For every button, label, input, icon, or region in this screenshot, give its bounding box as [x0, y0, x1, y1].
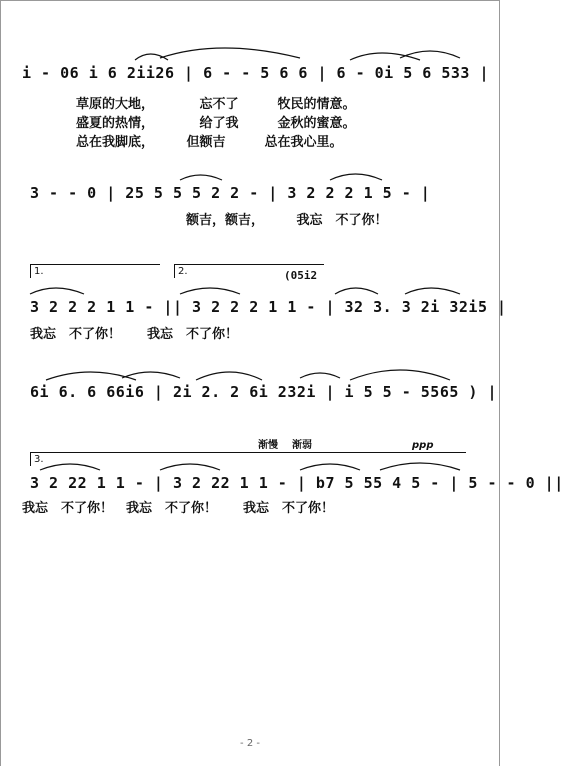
slur: [350, 370, 450, 380]
system-2-lyric: 额吉，额吉， 我忘 不了你！: [186, 213, 388, 228]
tempo-mark-diminuendo: 渐弱: [292, 440, 312, 451]
system-3-lyric: 我忘 不了你！ 我忘 不了你！: [30, 327, 239, 342]
ending-3-bracket: [30, 452, 466, 453]
slur: [335, 288, 378, 294]
ending-2-bracket: [174, 264, 324, 265]
ending-1-bracket-left: [30, 264, 31, 278]
ending-3-bracket-left: [30, 452, 31, 466]
slur: [380, 463, 460, 470]
slur: [122, 372, 180, 378]
slur: [135, 54, 168, 60]
slur: [300, 373, 340, 378]
slur: [180, 175, 222, 180]
ending-2-bracket-left: [174, 264, 175, 278]
system-1-lyric-verse-2: 盛夏的热情， 给了我 金秋的蜜意。: [76, 116, 356, 131]
system-5-notes: 3 2 22 1 1 - | 3 2 22 1 1 - | b7 5 55 4 5 - | 5 - - 0 ||: [30, 474, 564, 492]
page-frame-right: [499, 0, 500, 766]
pickup-notes: (05i2: [284, 269, 318, 282]
slur: [40, 464, 100, 470]
system-1-lyric-verse-1: 草原的大地， 忘不了 牧民的情意。: [76, 97, 356, 112]
system-1-notes: i - 06 i 6 2ii26 | 6 - - 5 6 6 | 6 - 0i 5 6 533 |: [22, 64, 490, 82]
ending-3-label: 3.: [34, 454, 44, 465]
slur: [196, 372, 262, 380]
slur: [160, 464, 220, 470]
slur: [180, 288, 240, 294]
page-frame-top: [0, 0, 500, 1]
ending-1-bracket: [30, 264, 160, 265]
page-frame-left: [0, 0, 1, 766]
ending-1-label: 1.: [34, 266, 44, 277]
dynamic-marking: ppp: [412, 440, 434, 451]
system-3-notes: 3 2 2 2 1 1 - || 3 2 2 2 1 1 - | 32 3. 3 2i 32i5 |: [30, 298, 507, 316]
slur: [30, 288, 84, 294]
slur: [405, 288, 460, 294]
system-5-lyric: 我忘 不了你！ 我忘 不了你！ 我忘 不了你！: [22, 501, 335, 516]
slur: [300, 464, 360, 470]
slur: [46, 372, 136, 380]
slur: [160, 48, 300, 58]
system-2-notes: 3 - - 0 | 25 5 5 5 2 2 - | 3 2 2 2 1 5 - |: [30, 184, 431, 202]
slur: [400, 51, 460, 58]
system-1-lyric-verse-3: 总在我脚底， 但额吉 总在我心里。: [76, 135, 343, 150]
system-4-notes: 6i 6. 6 66i6 | 2i 2. 2 6i 232i | i 5 5 - 5565 ) |: [30, 383, 498, 401]
slur: [330, 174, 382, 180]
slur: [350, 53, 420, 60]
ending-2-label: 2.: [178, 266, 188, 277]
tempo-mark-ritardando: 渐慢: [258, 440, 278, 451]
page-number: - 2 -: [240, 738, 260, 749]
